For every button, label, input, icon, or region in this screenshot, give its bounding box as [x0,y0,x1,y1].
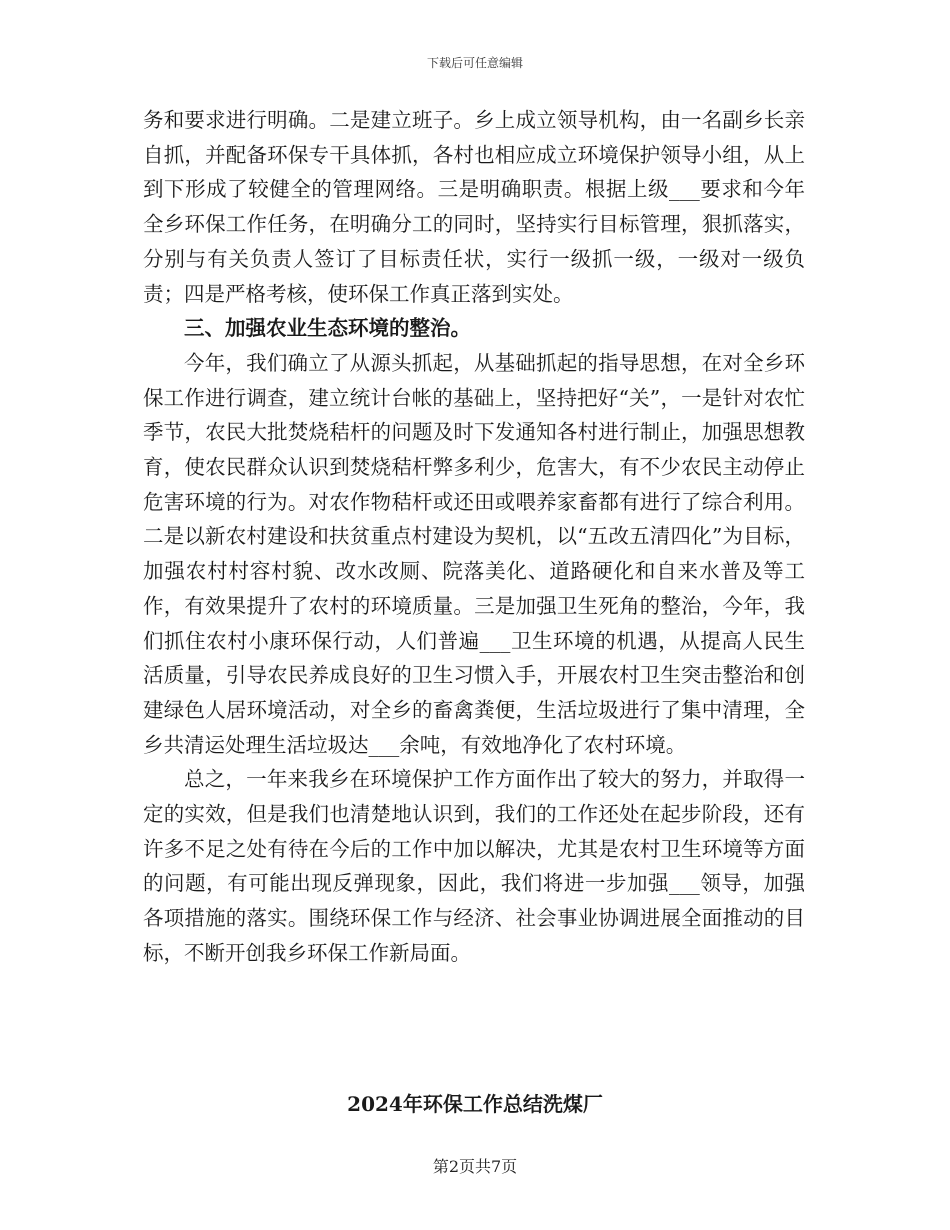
paragraph-summary: 总之，一年来我乡在环境保护工作方面作出了较大的努力，并取得一定的实效，但是我们也清楚地认识到，我们的工作还处在起步阶段，还有许多不足之处有待在今后的工作中加以解决，尤其是农村卫生环境等方面的问题，有可能出现反弹现象，因此，我们将进一步加强___领导，加强各项措施的落实。围绕环保工作与经济、社会事业协调进展全面推动的目标，不断开创我乡环保工作新局面。 [143,767,805,965]
document-body [143,103,805,971]
page-number: 第2页共7页 [432,1157,518,1176]
section-heading-3: 三、加强农业生态环境的整治。 [184,316,471,341]
paragraph-responsibilities: 务和要求进行明确。二是建立班子。乡上成立领导机构，由一名副乡长亲自抓，并配备环保专干具体抓，各村也相应成立环境保护领导小组，从上到下形成了较健全的管理网络。三是明确职责。根据上级___要求和今年全乡环保工作任务，在明确分工的同时，坚持实行目标管理，狠抓落实，分别与有关负责人签订了目标责任状，实行一级抓一级，一级对一级负责；四是严格考核，使环保工作真正落到实处。 [143,108,805,306]
page-header-note: 下载后可任意编辑 [426,56,523,70]
paragraph-ecology: 今年，我们确立了从源头抓起，从基础抓起的指导思想，在对全乡环保工作进行调查，建立统计台帐的基础上，坚持把好“关”，一是针对农忙季节，农民大批焚烧秸杆的问题及时下发通知各村进行制止，加强思想教育，使农民群众认识到焚烧秸杆弊多利少，危害大，有不少农民主动停止危害环境的行为。对农作物秸杆或还田或喂养家畜都有进行了综合利用。二是以新农村建设和扶贫重点村建设为契机，以“五改五清四化”为目标，加强农村村容村貌、改水改厕、院落美化、道路硬化和自来水普及等工作，有效果提升了农村的环境质量。三是加强卫生死角的整治，今年，我们抓住农村小康环保行动，人们普遍___卫生环境的机遇，从提高人民生活质量，引导农民养成良好的卫生习惯入手，开展农村卫生突击整治和创建绿色人居环境活动，对全乡的畜禽粪便，生活垃圾进行了集中清理，全乡共清运处理生活垃圾达___余吨，有效地净化了农村环境。 [143,350,805,757]
next-document-title: 2024年环保工作总结洗煤厂 [347,1092,603,1116]
